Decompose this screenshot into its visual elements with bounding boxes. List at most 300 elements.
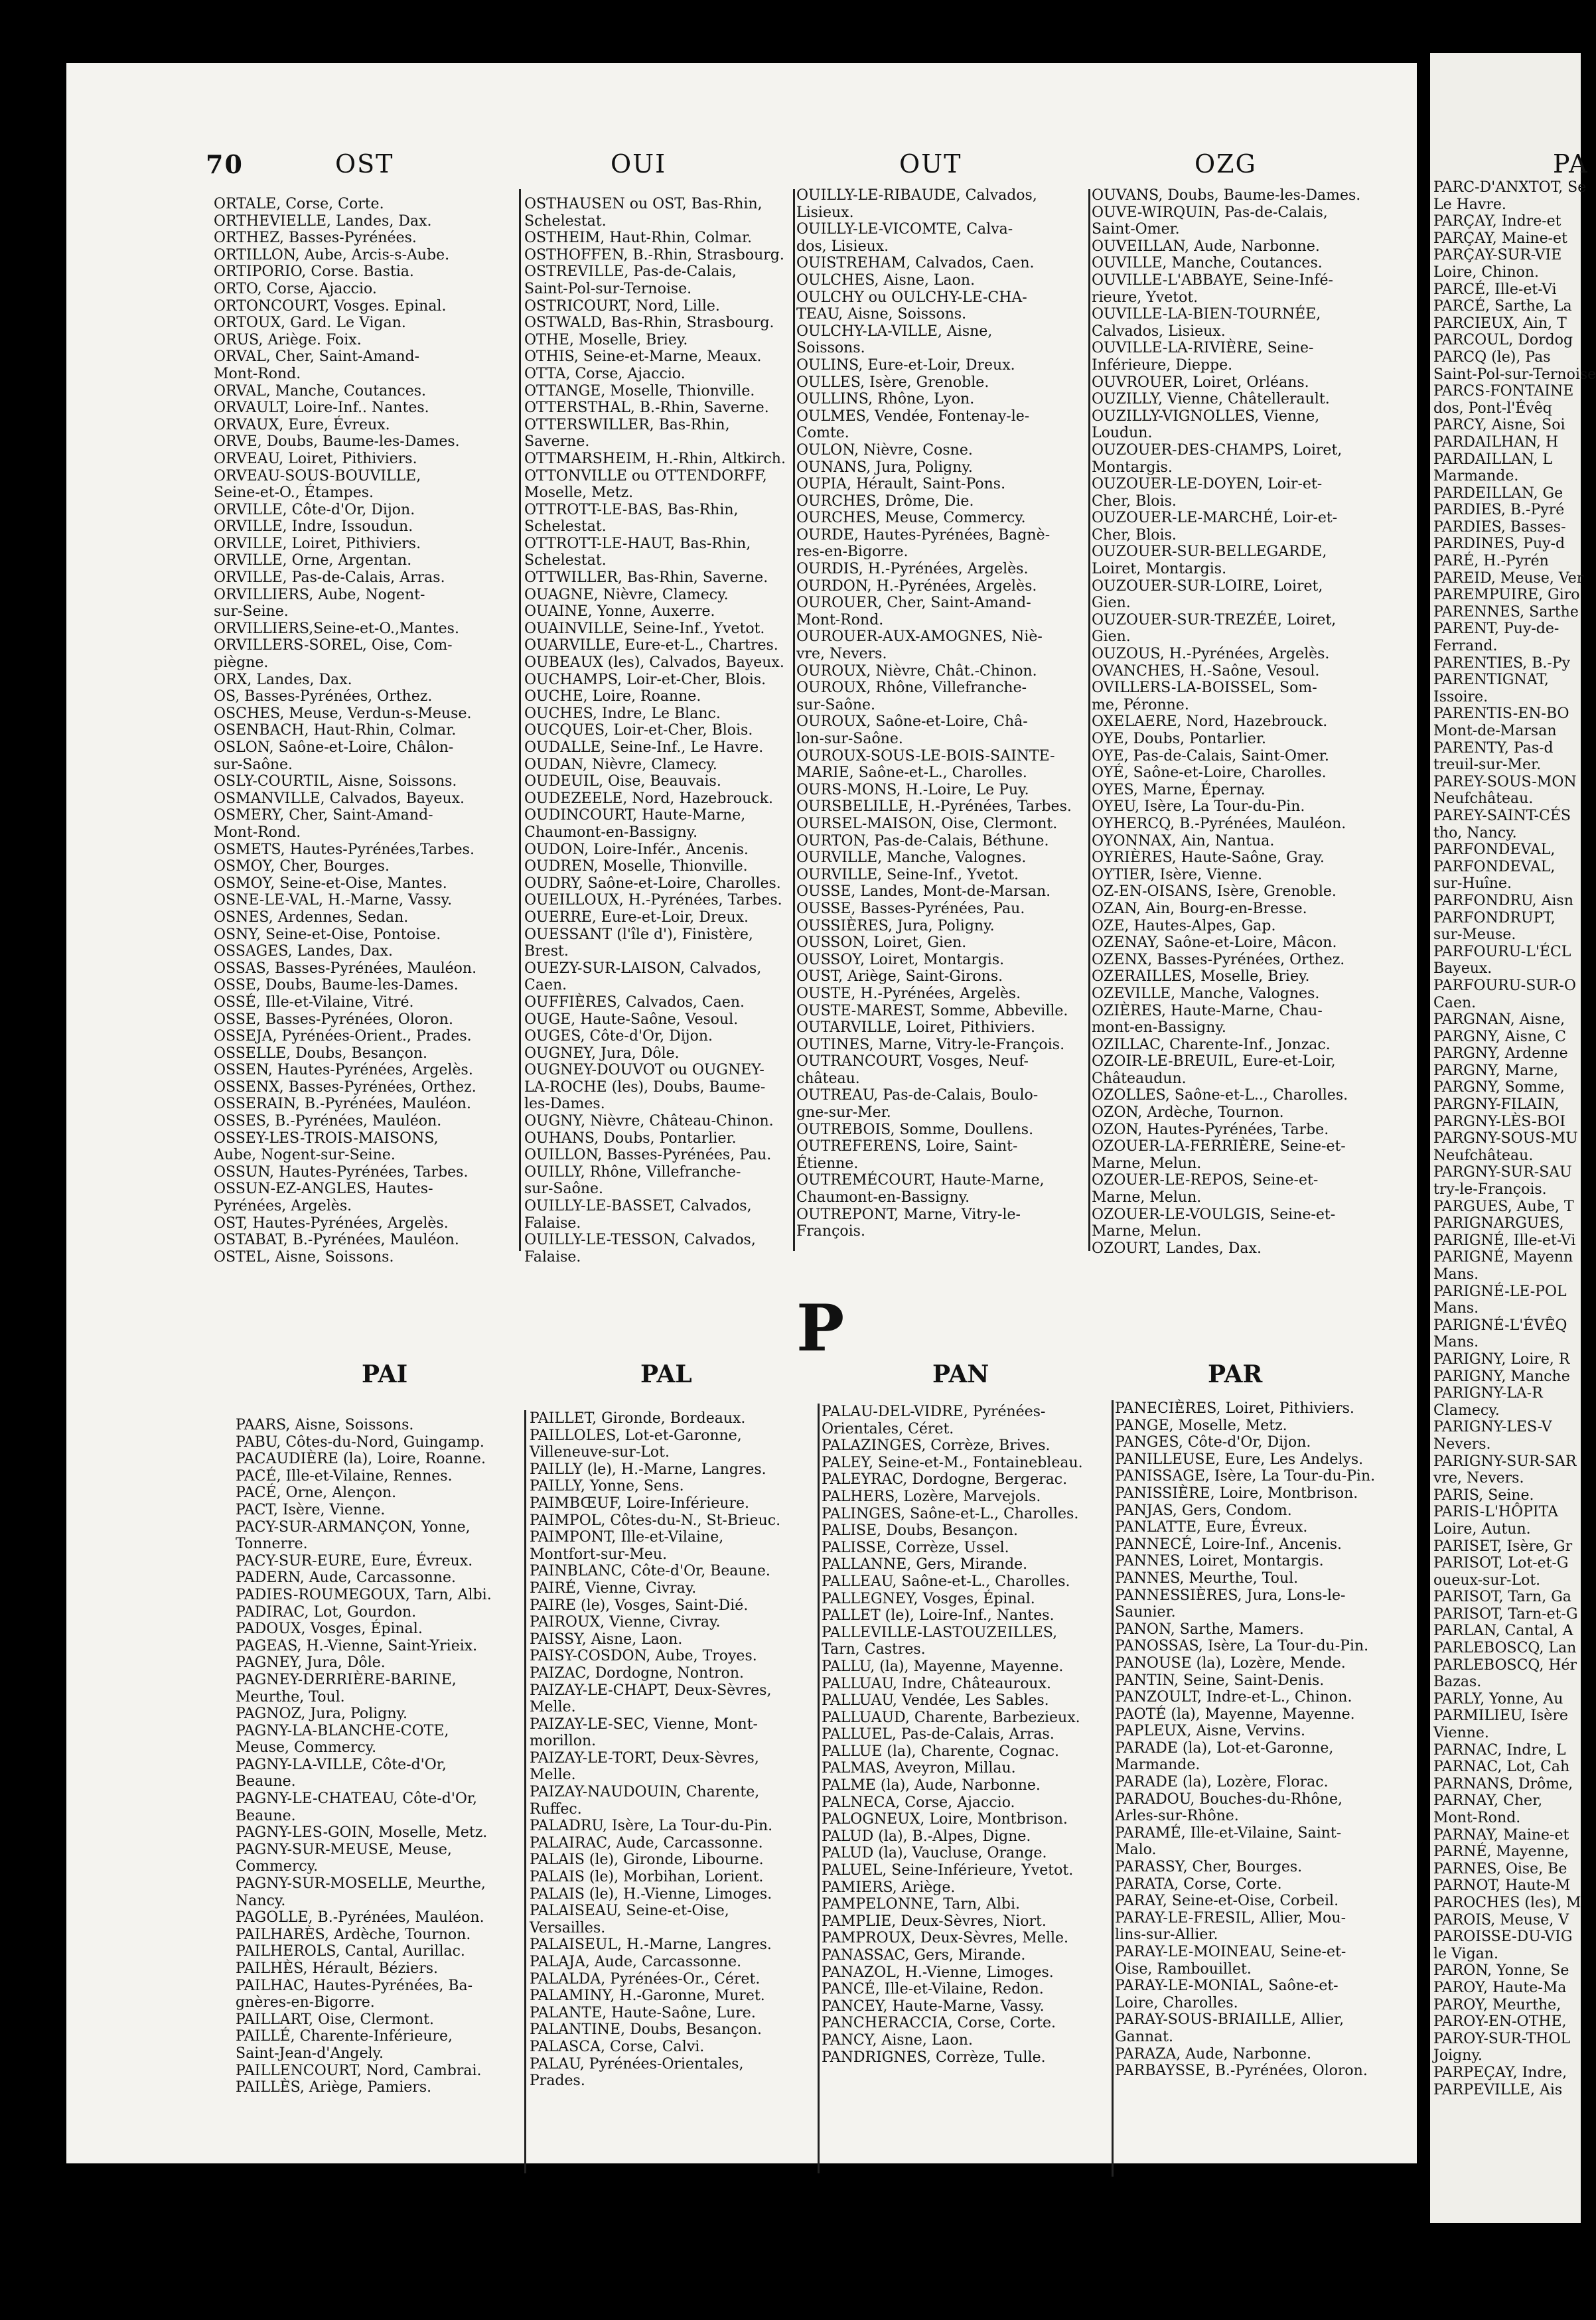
entry-line: PALLEAU, Saône-et-L., Charolles. bbox=[822, 1573, 1070, 1590]
entry-line: PARAZA, Aude, Narbonne. bbox=[1115, 2045, 1311, 2063]
entry-line: OUSSOY, Loiret, Montargis. bbox=[796, 951, 1005, 968]
entry-line: OYES, Marne, Épernay. bbox=[1092, 781, 1266, 798]
entry-line: PALAU-DEL-VIDRE, Pyrénées- bbox=[822, 1404, 1046, 1420]
entry-line: OUROUX, Rhône, Villefranche- bbox=[796, 680, 1027, 697]
entry-line: OSTABAT, B.-Pyrénées, Mauléon. bbox=[214, 1232, 459, 1249]
entry-line: PAGNEY, Jura, Dôle. bbox=[236, 1654, 386, 1672]
entry-line: Neufchâteau. bbox=[1433, 790, 1534, 808]
entry-line: PANOSSAS, Isère, La Tour-du-Pin. bbox=[1115, 1638, 1369, 1655]
entry-line: OUROUER-AUX-AMOGNES, Niè- bbox=[796, 628, 1043, 646]
upper-column-2 bbox=[524, 196, 790, 1271]
entry-line: ORVAL, Cher, Saint-Amand- bbox=[214, 348, 420, 366]
entry-line: OUVILLE-LA-RIVIÈRE, Seine- bbox=[1092, 340, 1314, 357]
entry-line: OUSTE-MAREST, Somme, Abbeville. bbox=[796, 1002, 1068, 1019]
entry-line: PAILHEROLS, Cantal, Aurillac. bbox=[236, 1943, 465, 1960]
entry-line: OURCHES, Meuse, Commercy. bbox=[796, 510, 1026, 527]
entry-line: PARFONDEVAL, bbox=[1433, 858, 1556, 875]
entry-line: PARPEVILLE, Ais bbox=[1433, 2081, 1563, 2098]
entry-line: PANNECÉ, Loire-Inf., Ancenis. bbox=[1115, 1536, 1342, 1553]
entry-line: OUDRY, Saône-et-Loire, Charolles. bbox=[524, 875, 781, 892]
entry-line: PAMIERS, Ariège. bbox=[822, 1879, 956, 1896]
section-head-pal: PAL bbox=[640, 1360, 692, 1388]
entry-line: OUPIA, Hérault, Saint-Pons. bbox=[796, 476, 1006, 493]
entry-line: OUTREFERENS, Loire, Saint- bbox=[796, 1138, 1018, 1155]
entry-line: PAGEAS, H.-Vienne, Saint-Yrieix. bbox=[236, 1637, 478, 1654]
entry-line: OTTROTT-LE-HAUT, Bas-Rhin, bbox=[524, 535, 751, 552]
entry-line: Nancy. bbox=[236, 1892, 286, 1909]
entry-line: Mont-de-Marsan bbox=[1433, 723, 1557, 739]
entry-line: PARGNY, Ardenne bbox=[1433, 1045, 1568, 1062]
entry-line: PANGE, Moselle, Metz. bbox=[1115, 1417, 1287, 1434]
entry-line: Marmande. bbox=[1115, 1757, 1200, 1774]
entry-line: PAREY-SOUS-MON bbox=[1433, 773, 1577, 790]
entry-line: OUILLY-LE-BASSET, Calvados, bbox=[524, 1198, 752, 1215]
entry-line: Loire, Chinon. bbox=[1433, 263, 1540, 281]
entry-line: ORVEAU-SOUS-BOUVILLE, bbox=[214, 467, 421, 484]
entry-line: ORVILLIERS, Aube, Nogent- bbox=[214, 586, 425, 603]
entry-line: PACAUDIÈRE (la), Loire, Roanne. bbox=[236, 1451, 486, 1468]
entry-line: château. bbox=[796, 1070, 860, 1087]
entry-line: PARPEÇAY, Indre, bbox=[1433, 2064, 1567, 2081]
entry-line: OSSAS, Basses-Pyrénées, Mauléon. bbox=[214, 960, 477, 977]
entry-line: OYE, Pas-de-Calais, Saint-Omer. bbox=[1092, 747, 1329, 764]
entry-line: OSCHES, Meuse, Verdun-s-Meuse. bbox=[214, 705, 472, 722]
entry-line: PAIMPONT, Ille-et-Vilaine, bbox=[530, 1529, 724, 1546]
entry-line: Marmande. bbox=[1433, 468, 1519, 485]
entry-line: PANASSAC, Gers, Mirande. bbox=[822, 1947, 1026, 1964]
entry-line: PARNAY, Maine-et bbox=[1433, 1826, 1569, 1844]
entry-line: PARAY-SOUS-BRIAILLE, Allier, bbox=[1115, 2011, 1344, 2029]
entry-line: OURVILLE, Seine-Inf., Yvetot. bbox=[796, 866, 1019, 883]
entry-line: OUFFIÈRES, Calvados, Caen. bbox=[524, 993, 745, 1011]
entry-line: PALASCA, Corse, Calvi. bbox=[530, 2038, 705, 2055]
entry-line: PAREY-SAINT-CÉS bbox=[1433, 807, 1571, 824]
entry-line: Châteaudun. bbox=[1092, 1070, 1187, 1087]
entry-line: OYONNAX, Ain, Nantua. bbox=[1092, 832, 1275, 849]
entry-line: OSSUN-EZ-ANGLES, Hautes- bbox=[214, 1181, 433, 1198]
entry-line: PARIGNARGUES, bbox=[1433, 1215, 1564, 1232]
entry-line: OULINS, Eure-et-Loir, Dreux. bbox=[796, 356, 1015, 374]
entry-line: PARDAILHAN, H bbox=[1433, 433, 1559, 451]
entry-line: PARFONDRUPT, bbox=[1433, 909, 1556, 926]
entry-line: PARIGNÉ, Ille-et-Vi bbox=[1433, 1232, 1576, 1249]
entry-line: Falaise. bbox=[524, 1214, 581, 1232]
entry-line: OUILLY, Rhône, Villefranche- bbox=[524, 1163, 741, 1181]
entry-line: PARÇAY, Indre-et bbox=[1433, 213, 1561, 230]
entry-line: TEAU, Aisne, Soissons. bbox=[796, 306, 967, 323]
entry-line: Orientales, Céret. bbox=[822, 1420, 954, 1437]
entry-line: try-le-François. bbox=[1433, 1181, 1547, 1198]
entry-line: PARNAC, Lot, Cah bbox=[1433, 1759, 1570, 1776]
entry-line: OSTEL, Aisne, Soissons. bbox=[214, 1248, 394, 1266]
entry-line: PANISSAGE, Isère, La Tour-du-Pin. bbox=[1115, 1468, 1376, 1485]
entry-line: PARENTIS-EN-BO bbox=[1433, 705, 1569, 723]
entry-line: PARGNY, Somme, bbox=[1433, 1079, 1565, 1096]
entry-line: Lisieux. bbox=[796, 204, 854, 221]
entry-line: OUAGNE, Nièvre, Clamecy. bbox=[524, 586, 729, 603]
entry-line: Marne, Melun. bbox=[1092, 1223, 1202, 1240]
entry-line: PARENNES, Sarthe bbox=[1433, 603, 1579, 620]
entry-line: OULCHY ou OULCHY-LE-CHA- bbox=[796, 289, 1027, 306]
entry-line: PALEYRAC, Dordogne, Bergerac. bbox=[822, 1471, 1068, 1488]
entry-line: OYE, Doubs, Pontarlier. bbox=[1092, 731, 1267, 747]
entry-line: PARGNY, Aisne, C bbox=[1433, 1028, 1566, 1045]
entry-line: OUVILLE-L'ABBAYE, Seine-Infé- bbox=[1092, 271, 1333, 289]
entry-line: OYHERCQ, B.-Pyrénées, Mauléon. bbox=[1092, 815, 1346, 832]
entry-line: OZEVILLE, Manche, Valognes. bbox=[1092, 985, 1320, 1002]
entry-line: Mans. bbox=[1433, 1300, 1479, 1317]
entry-line: OUZOUER-LE-MARCHÉ, Loir-et- bbox=[1092, 510, 1338, 527]
entry-line: OUTINES, Marne, Vitry-le-François. bbox=[796, 1036, 1065, 1053]
entry-line: OUZOUER-DES-CHAMPS, Loiret, bbox=[1092, 441, 1342, 459]
entry-line: PARISOT, Tarn, Ga bbox=[1433, 1589, 1571, 1606]
entry-line: Mans. bbox=[1433, 1334, 1479, 1351]
entry-line: PAPLEUX, Aisne, Vervins. bbox=[1115, 1723, 1306, 1740]
running-head-3: OUT bbox=[899, 149, 962, 179]
entry-line: PAILLOLES, Lot-et-Garonne, bbox=[530, 1427, 742, 1444]
entry-line: Loire, Charolles. bbox=[1115, 1994, 1238, 2011]
entry-line: PARAMÉ, Ille-et-Vilaine, Saint- bbox=[1115, 1824, 1342, 1842]
entry-line: ORVILLE, Indre, Issoudun. bbox=[214, 518, 413, 536]
upper-column-4 bbox=[1092, 187, 1417, 1262]
entry-line: OUSTE, H.-Pyrénées, Argelès. bbox=[796, 985, 1021, 1002]
entry-line: OUROUX, Nièvre, Chât.-Chinon. bbox=[796, 662, 1037, 680]
entry-line: OSTHEIM, Haut-Rhin, Colmar. bbox=[524, 230, 753, 247]
entry-line: PANDRIGNES, Corrèze, Tulle. bbox=[822, 2049, 1046, 2066]
entry-line: OTTERSTHAL, B.-Rhin, Saverne. bbox=[524, 399, 769, 417]
entry-line: Tarn, Castres. bbox=[822, 1641, 926, 1658]
entry-line: OZENAY, Saône-et-Loire, Mâcon. bbox=[1092, 934, 1337, 952]
entry-line: PALAISEAU, Seine-et-Oise, bbox=[530, 1903, 729, 1920]
entry-line: ORVE, Doubs, Baume-les-Dames. bbox=[214, 433, 460, 451]
entry-line: PALAMINY, H.-Garonne, Muret. bbox=[530, 1988, 765, 2005]
entry-line: OZ-EN-OISANS, Isère, Grenoble. bbox=[1092, 883, 1337, 901]
entry-line: OSMETS, Hautes-Pyrénées,Tarbes. bbox=[214, 841, 474, 858]
entry-line: PAREMPUIRE, Giro bbox=[1433, 587, 1580, 604]
entry-line: PARLEBOSCQ, Hér bbox=[1433, 1656, 1577, 1674]
entry-line: gnères-en-Bigorre. bbox=[236, 1994, 375, 2011]
entry-line: OSMERY, Cher, Saint-Amand- bbox=[214, 807, 433, 824]
entry-line: PAMPROUX, Deux-Sèvres, Melle. bbox=[822, 1930, 1069, 1947]
entry-line: OUESSANT (l'île d'), Finistère, bbox=[524, 926, 753, 943]
entry-line: Marne, Melun. bbox=[1092, 1155, 1202, 1172]
entry-line: Meuse, Commercy. bbox=[236, 1739, 377, 1757]
entry-line: PACÉ, Ille-et-Vilaine, Rennes. bbox=[236, 1467, 453, 1485]
entry-line: OUZOUER-LE-DOYEN, Loir-et- bbox=[1092, 476, 1323, 493]
entry-line: OUCQUES, Loir-et-Cher, Blois. bbox=[524, 722, 753, 739]
entry-line: vre, Nevers. bbox=[1433, 1470, 1524, 1487]
entry-line: Versailles. bbox=[530, 1919, 606, 1936]
entry-line: Caen. bbox=[1433, 994, 1477, 1011]
entry-line: PARMILIEU, Isère bbox=[1433, 1707, 1568, 1725]
entry-line: PALANTE, Haute-Saône, Lure. bbox=[530, 2004, 756, 2021]
entry-line: François. bbox=[796, 1223, 865, 1240]
entry-line: Beaune. bbox=[236, 1807, 296, 1824]
section-head-pan: PAN bbox=[932, 1360, 989, 1388]
entry-line: PARADOU, Bouches-du-Rhône, bbox=[1115, 1790, 1342, 1808]
entry-line: ORTIPORIO, Corse. Bastia. bbox=[214, 263, 414, 281]
entry-line: OUNANS, Jura, Poligny. bbox=[796, 459, 973, 476]
entry-line: OUTREMÉCOURT, Haute-Marne, bbox=[796, 1172, 1045, 1189]
entry-line: PANZOULT, Indre-et-L., Chinon. bbox=[1115, 1689, 1352, 1706]
entry-line: PAIMPOL, Côtes-du-N., St-Brieuc. bbox=[530, 1512, 781, 1529]
entry-line: PAILLY (le), H.-Marne, Langres. bbox=[530, 1461, 766, 1478]
entry-line: OUROUX, Saône-et-Loire, Châ- bbox=[796, 713, 1028, 731]
entry-line: Mont-Rond. bbox=[796, 611, 884, 628]
entry-line: PARIGNY-SUR-SAR bbox=[1433, 1453, 1577, 1470]
entry-line: Comte. bbox=[796, 425, 849, 442]
entry-line: OZOIR-LE-BREUIL, Eure-et-Loir, bbox=[1092, 1053, 1336, 1070]
entry-line: OUAINVILLE, Seine-Inf., Yvetot. bbox=[524, 620, 765, 637]
entry-line: PARIGNY, Manche bbox=[1433, 1368, 1570, 1385]
entry-line: PAILLET, Gironde, Bordeaux. bbox=[530, 1410, 746, 1427]
entry-line: Vienne. bbox=[1433, 1725, 1489, 1742]
right-edge-head: PA bbox=[1553, 149, 1589, 179]
entry-line: OTTWILLER, Bas-Rhin, Saverne. bbox=[524, 569, 768, 587]
entry-line: Caen. bbox=[524, 977, 567, 994]
entry-line: PARLEBOSCQ, Lan bbox=[1433, 1640, 1577, 1657]
entry-line: OURS-MONS, H.-Loire, Le Puy. bbox=[796, 781, 1029, 798]
entry-line: PAGNEY-DERRIÈRE-BARINE, bbox=[236, 1671, 457, 1688]
entry-line: PARAY, Seine-et-Oise, Corbeil. bbox=[1115, 1893, 1339, 1910]
entry-line: OTTA, Corse, Ajaccio. bbox=[524, 365, 686, 382]
entry-line: OXELAERE, Nord, Hazebrouck. bbox=[1092, 713, 1328, 731]
column-rule bbox=[524, 1410, 526, 2173]
column-rule bbox=[1112, 1400, 1114, 2177]
entry-line: Prades. bbox=[530, 2072, 585, 2090]
entry-line: OTTROTT-LE-BAS, Bas-Rhin, bbox=[524, 501, 739, 518]
entry-line: OUCHES, Indre, Le Blanc. bbox=[524, 705, 721, 722]
entry-line: PANTIN, Seine, Saint-Denis. bbox=[1115, 1672, 1325, 1689]
entry-line: piègne. bbox=[214, 654, 269, 672]
entry-line: OYEU, Isère, La Tour-du-Pin. bbox=[1092, 798, 1305, 816]
entry-line: PARGNY-FILAIN, bbox=[1433, 1096, 1560, 1114]
entry-line: PARISOT, Tarn-et-G bbox=[1433, 1605, 1578, 1623]
entry-line: OUAINE, Yonne, Auxerre. bbox=[524, 603, 715, 620]
entry-line: ORTHEZ, Basses-Pyrénées. bbox=[214, 230, 417, 247]
entry-line: Neufchâteau. bbox=[1433, 1147, 1534, 1164]
entry-line: sur-Seine. bbox=[214, 603, 289, 620]
entry-line: PALAZINGES, Corrèze, Brives. bbox=[822, 1437, 1051, 1455]
entry-line: PANCEY, Haute-Marne, Vassy. bbox=[822, 1997, 1045, 2015]
entry-line: PACY-SUR-EURE, Eure, Évreux. bbox=[236, 1552, 473, 1569]
entry-line: OUDINCOURT, Haute-Marne, bbox=[524, 807, 746, 824]
entry-line: OSTWALD, Bas-Rhin, Strasbourg. bbox=[524, 315, 774, 332]
entry-line: OS, Basses-Pyrénées, Orthez. bbox=[214, 688, 433, 705]
entry-line: OUCHE, Loire, Roanne. bbox=[524, 688, 701, 705]
entry-line: ORTONCOURT, Vosges. Epinal. bbox=[214, 297, 447, 315]
entry-line: OUROUER, Cher, Saint-Amand- bbox=[796, 595, 1031, 612]
entry-line: ORVILLE, Côte-d'Or, Dijon. bbox=[214, 501, 415, 518]
entry-line: OST, Hautes-Pyrénées, Argelès. bbox=[214, 1214, 449, 1232]
entry-line: PALUD (la), B.-Alpes, Digne. bbox=[822, 1828, 1031, 1845]
entry-line: PALLEVILLE-LASTOUZEILLES, bbox=[822, 1624, 1058, 1641]
entry-line: PARCOUL, Dordog bbox=[1433, 332, 1573, 349]
column-rule bbox=[818, 1404, 820, 2173]
entry-line: OSSE, Basses-Pyrénées, Oloron. bbox=[214, 1011, 453, 1028]
entry-line: PAILLART, Oise, Clermont. bbox=[236, 2011, 434, 2028]
entry-line: PARC-D'ANXTOT, Se bbox=[1433, 179, 1587, 196]
entry-line: PAINBLANC, Côte-d'Or, Beaune. bbox=[530, 1563, 770, 1580]
entry-line: Mans. bbox=[1433, 1266, 1479, 1283]
entry-line: ORVEAU, Loiret, Pithiviers. bbox=[214, 450, 417, 467]
entry-line: Issoire. bbox=[1433, 688, 1488, 705]
entry-line: OURSEL-MAISON, Oise, Clermont. bbox=[796, 815, 1058, 832]
entry-line: Le Havre. bbox=[1433, 196, 1506, 213]
entry-line: OUVROUER, Loiret, Orléans. bbox=[1092, 374, 1309, 391]
entry-line: Joigny. bbox=[1433, 2047, 1483, 2065]
entry-line: PAGOLLE, B.-Pyrénées, Mauléon. bbox=[236, 1909, 484, 1926]
entry-line: PALAIS (le), Morbihan, Lorient. bbox=[530, 1869, 764, 1886]
entry-line: le Vigan. bbox=[1433, 1945, 1498, 1962]
entry-line: sur-Huîne. bbox=[1433, 875, 1512, 893]
entry-line: res-en-Bigorre. bbox=[796, 544, 908, 561]
entry-line: OZIÈRES, Haute-Marne, Chau- bbox=[1092, 1002, 1323, 1019]
entry-line: PARAY-LE-FRESIL, Allier, Mou- bbox=[1115, 1909, 1346, 1926]
entry-line: OZON, Ardèche, Tournon. bbox=[1092, 1104, 1284, 1122]
entry-line: sur-Meuse. bbox=[1433, 926, 1516, 944]
entry-line: OSENBACH, Haut-Rhin, Colmar. bbox=[214, 722, 457, 739]
entry-line: OZENX, Basses-Pyrénées, Orthez. bbox=[1092, 951, 1345, 968]
entry-line: PARIGNÉ-LE-POL bbox=[1433, 1283, 1567, 1300]
entry-line: PALISE, Doubs, Besançon. bbox=[822, 1522, 1018, 1540]
entry-line: OUGE, Haute-Saône, Vesoul. bbox=[524, 1011, 739, 1028]
entry-line: PARCS-FONTAINE bbox=[1433, 383, 1574, 400]
entry-line: OSLY-COURTIL, Aisne, Soissons. bbox=[214, 773, 457, 790]
entry-line: PARENTY, Pas-d bbox=[1433, 739, 1554, 757]
entry-line: PARLY, Yonne, Au bbox=[1433, 1690, 1563, 1707]
running-head-4: OZG bbox=[1195, 149, 1257, 179]
entry-line: Saunier. bbox=[1115, 1604, 1176, 1621]
entry-line: ORVILLIERS,Seine-et-O.,Mantes. bbox=[214, 620, 459, 637]
entry-line: PARCQ (le), Pas bbox=[1433, 348, 1551, 366]
entry-line: PAILHAC, Hautes-Pyrénées, Ba- bbox=[236, 1977, 473, 1994]
entry-line: PAILLÉ, Charente-Inférieure, bbox=[236, 2028, 453, 2045]
entry-line: OUZOUER-SUR-BELLEGARDE, bbox=[1092, 544, 1327, 561]
entry-line: PALLUAU, Indre, Châteauroux. bbox=[822, 1675, 1052, 1692]
entry-line: PALLUAU, Vendée, Les Sables. bbox=[822, 1692, 1049, 1709]
entry-line: PARGNY, Marne, bbox=[1433, 1062, 1559, 1079]
entry-line: OUTREAU, Pas-de-Calais, Boulo- bbox=[796, 1087, 1039, 1104]
entry-line: OSNY, Seine-et-Oise, Pontoise. bbox=[214, 926, 441, 943]
column-rule bbox=[519, 189, 521, 1251]
entry-line: OUILLY-LE-TESSON, Calvados, bbox=[524, 1232, 756, 1249]
entry-line: Mont-Rond. bbox=[1433, 1810, 1521, 1826]
entry-line: Oise, Rambouillet. bbox=[1115, 1960, 1252, 1978]
entry-line: MARIE, Saône-et-L., Charolles. bbox=[796, 764, 1027, 782]
entry-line: OUISTREHAM, Calvados, Caen. bbox=[796, 255, 1035, 272]
entry-line: PALAIS (le), Gironde, Libourne. bbox=[530, 1851, 764, 1869]
section-head-pai: PAI bbox=[362, 1360, 408, 1388]
entry-line: PAROY, Meurthe, bbox=[1433, 1996, 1561, 2013]
entry-line: PARCIEUX, Ain, T bbox=[1433, 315, 1567, 332]
entry-line: PALUD (la), Vaucluse, Orange. bbox=[822, 1845, 1047, 1862]
entry-line: ORVAULT, Loire-Inf.. Nantes. bbox=[214, 399, 429, 417]
entry-line: lon-sur-Saône. bbox=[796, 731, 903, 747]
entry-line: PARLAN, Cantal, A bbox=[1433, 1623, 1573, 1640]
entry-line: LA-ROCHE (les), Doubs, Baume- bbox=[524, 1078, 766, 1096]
entry-line: PARÇAY, Maine-et bbox=[1433, 230, 1567, 247]
entry-line: tho, Nancy. bbox=[1433, 824, 1517, 841]
entry-line: ORVAUX, Eure, Évreux. bbox=[214, 416, 390, 433]
entry-line: OSSERAIN, B.-Pyrénées, Mauléon. bbox=[214, 1096, 471, 1113]
entry-line: PARIGNY, Loire, R bbox=[1433, 1350, 1570, 1368]
entry-line: PANLATTE, Eure, Évreux. bbox=[1115, 1519, 1308, 1536]
entry-line: PALAIRAC, Aude, Carcassonne. bbox=[530, 1834, 763, 1851]
entry-line: PAIZAY-LE-CHAPT, Deux-Sèvres, bbox=[530, 1682, 772, 1699]
entry-line: PAGNY-LA-VILLE, Côte-d'Or, bbox=[236, 1756, 447, 1773]
entry-line: PARASSY, Cher, Bourges. bbox=[1115, 1859, 1303, 1876]
entry-line: Seine-et-O., Étampes. bbox=[214, 484, 374, 502]
entry-line: PAILHÈS, Hérault, Béziers. bbox=[236, 1960, 438, 1977]
running-head-1: OST bbox=[335, 149, 394, 179]
entry-line: OZE, Hautes-Alpes, Gap. bbox=[1092, 917, 1276, 934]
column-rule bbox=[793, 189, 795, 1251]
entry-line: PAREID, Meuse, Ver bbox=[1433, 569, 1584, 587]
running-head-2: OUI bbox=[611, 149, 667, 179]
entry-line: Saint-Pol-sur-Ternoise. bbox=[524, 280, 692, 297]
entry-line: Loire, Autun. bbox=[1433, 1520, 1531, 1538]
entry-line: PAISY-COSDON, Aube, Troyes. bbox=[530, 1648, 757, 1665]
lower-column-3 bbox=[822, 1404, 1117, 2187]
entry-line: Marne, Melun. bbox=[1092, 1189, 1202, 1206]
entry-line: PAMPLIE, Deux-Sèvres, Niort. bbox=[822, 1913, 1047, 1930]
entry-line: PANNESSIÈRES, Jura, Lons-le- bbox=[1115, 1587, 1346, 1604]
entry-line: OSMOY, Cher, Bourges. bbox=[214, 858, 390, 875]
entry-line: OUGNEY, Jura, Dôle. bbox=[524, 1045, 680, 1062]
entry-line: PACT, Isère, Vienne. bbox=[236, 1501, 386, 1518]
entry-line: OUDEZEELE, Nord, Hazebrouck. bbox=[524, 790, 773, 807]
entry-line: PARCÉ, Sarthe, La bbox=[1433, 298, 1572, 315]
entry-line: PARDAILLAN, L bbox=[1433, 451, 1552, 468]
entry-line: PALISSE, Corrèze, Ussel. bbox=[822, 1539, 1009, 1556]
entry-line: PAROY-SUR-THOL bbox=[1433, 2030, 1571, 2047]
entry-line: OSSUN, Hautes-Pyrénées, Tarbes. bbox=[214, 1163, 469, 1181]
entry-line: Commercy. bbox=[236, 1858, 319, 1875]
entry-line: lins-sur-Allier. bbox=[1115, 1926, 1218, 1944]
entry-line: OUTREPONT, Marne, Vitry-le- bbox=[796, 1206, 1021, 1223]
entry-line: PAILLY, Yonne, Sens. bbox=[530, 1478, 684, 1495]
entry-line: OUILLY-LE-VICOMTE, Calva- bbox=[796, 221, 1013, 238]
entry-line: PANGES, Côte-d'Or, Dijon. bbox=[1115, 1434, 1311, 1451]
entry-line: PANCÉ, Ille-et-Vilaine, Redon. bbox=[822, 1981, 1044, 1998]
entry-line: ORTO, Corse, Ajaccio. bbox=[214, 280, 377, 297]
entry-line: ORTALE, Corse, Corte. bbox=[214, 196, 384, 212]
entry-line: Chaumont-en-Bassigny. bbox=[796, 1189, 970, 1206]
entry-line: OZAN, Ain, Bourg-en-Bresse. bbox=[1092, 900, 1307, 917]
entry-line: PADOUX, Vosges, Épinal. bbox=[236, 1621, 423, 1638]
entry-line: ORVILLE, Pas-de-Calais, Arras. bbox=[214, 569, 445, 587]
entry-line: OUBEAUX (les), Calvados, Bayeux. bbox=[524, 654, 784, 672]
entry-line: PAROY-EN-OTHE, bbox=[1433, 2013, 1567, 2031]
right-edge-column bbox=[1433, 179, 1596, 2216]
entry-line: PARIGNY-LES-V bbox=[1433, 1419, 1552, 1436]
entry-line: PARFOURU-SUR-O bbox=[1433, 977, 1576, 994]
entry-line: PAIMBŒUF, Loire-Inférieure. bbox=[530, 1494, 749, 1512]
entry-line: PANECIÈRES, Loiret, Pithiviers. bbox=[1115, 1400, 1354, 1417]
entry-line: gne-sur-Mer. bbox=[796, 1104, 891, 1122]
entry-line: PARON, Yonne, Se bbox=[1433, 1962, 1569, 1980]
entry-line: PAIRÉ, Vienne, Civray. bbox=[530, 1579, 697, 1597]
entry-line: mont-en-Bassigny. bbox=[1092, 1019, 1226, 1037]
entry-line: OUERRE, Eure-et-Loir, Dreux. bbox=[524, 908, 749, 926]
entry-line: ORVILLE, Orne, Argentan. bbox=[214, 552, 412, 569]
entry-line: PAIZAY-LE-SEC, Vienne, Mont- bbox=[530, 1715, 758, 1733]
entry-line: Nevers. bbox=[1433, 1435, 1491, 1453]
entry-line: OZOUER-LA-FERRIÈRE, Seine-et- bbox=[1092, 1138, 1346, 1155]
entry-line: Falaise. bbox=[524, 1248, 581, 1266]
entry-line: Bazas. bbox=[1433, 1674, 1482, 1691]
